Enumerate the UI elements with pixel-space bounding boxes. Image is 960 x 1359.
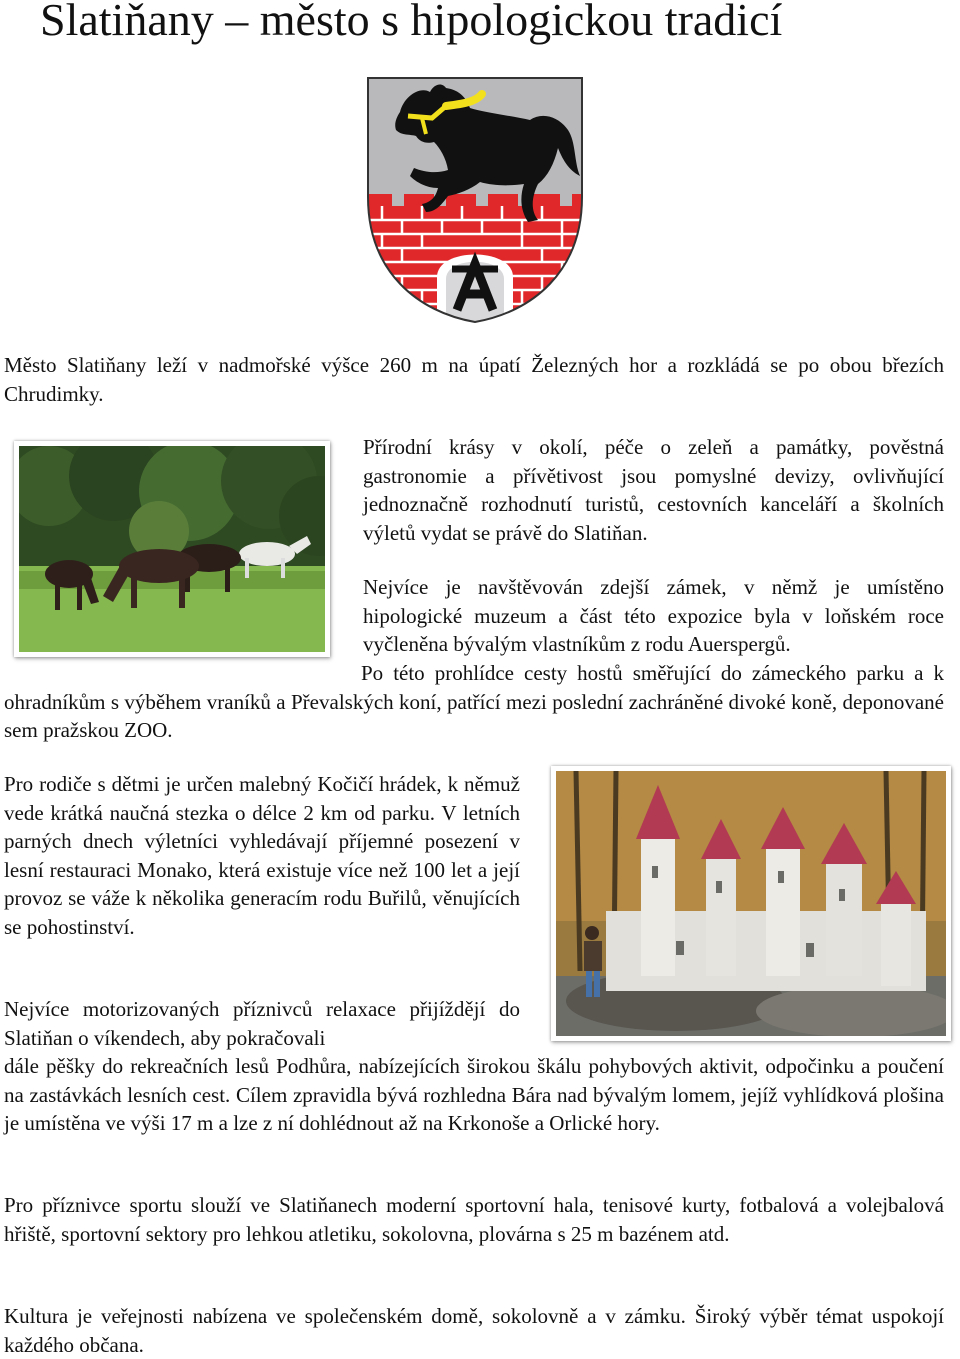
paragraph-intro: Město Slatiňany leží v nadmořské výšce 260 m na úpatí Železných hor a rozkládá se po obou březích Chrudimky. (4, 353, 944, 406)
paragraph-cat-castle: Pro rodiče s dětmi je určen malebný Kočičí hrádek, k němuž vede krátká naučná stezka o délce 2 km od parku. V letních parných dnech výletníci vyhledávají příjemné posezení v lesní restauraci Monako, která existuje více než 100 let a její provoz se váže k několika generacím rodu Buřilů, věnujících se pohostinství. (4, 772, 520, 939)
photo-horses (14, 441, 330, 657)
paragraph-culture: Kultura je veřejnosti nabízena ve společenském domě, sokolovně a v zámku. Široký výběr témat uspokojí každého občana. (4, 1304, 944, 1357)
page-title: Slatiňany – město s hipologickou tradicí (40, 0, 783, 45)
paragraph-park-text: Po této prohlídce cesty hostů směřující do zámeckého parku a k ohradníkům s výběhem vraníků a Převalských koní, patřící mezi poslední zachráněné divoké koně, deponované sem pražskou ZOO. (4, 661, 944, 742)
paragraph-motorists: Nejvíce motorizovaných příznivců relaxace přijíždějí do Slatiňan o víkendech, aby pokračovali (4, 997, 520, 1050)
paragraph-nature: Přírodní krásy v okolí, péče o zeleň a památky, pověstná gastronomie a přívětivost jsou pomyslné devizy, ovlivňující jednoznačně rozhodnutí turistů, cestovních kanceláří a školních výletů vydat se právě do Slatiňan. (363, 435, 944, 545)
coat-of-arms-horse-icon (362, 72, 588, 327)
paragraph-park (4, 659, 944, 745)
paragraph-forest: dále pěšky do rekreačních lesů Podhůra, nabízejících širokou škálu pohybových aktivit, odpočinku a poučení na zastávkách lesních cest. Cílem zpravidla bývá rozhledna Bára nad bývalým lomem, jejíž vyhlídková plošina je umístěna ve výši 17 m a lze z ní dohlédnout až na Krkonoše a Orlické hory. (4, 1054, 944, 1135)
paragraph-castle: Nejvíce je navštěvován zdejší zámek, v němž je umístěno hipologické muzeum a část této expozice byla v loňském roce vyčleněna bývalým vlastníkům z rodu Auerspergů. (363, 575, 944, 656)
photo-cat-castle (551, 766, 951, 1041)
paragraph-sport: Pro příznivce sportu slouží ve Slatiňanech moderní sportovní hala, tenisové kurty, fotbalová a volejbalová hřiště, sportovní sektory pro lehkou atletiku, sokolovna, plovárna s 25 m bazénem atd. (4, 1193, 944, 1246)
